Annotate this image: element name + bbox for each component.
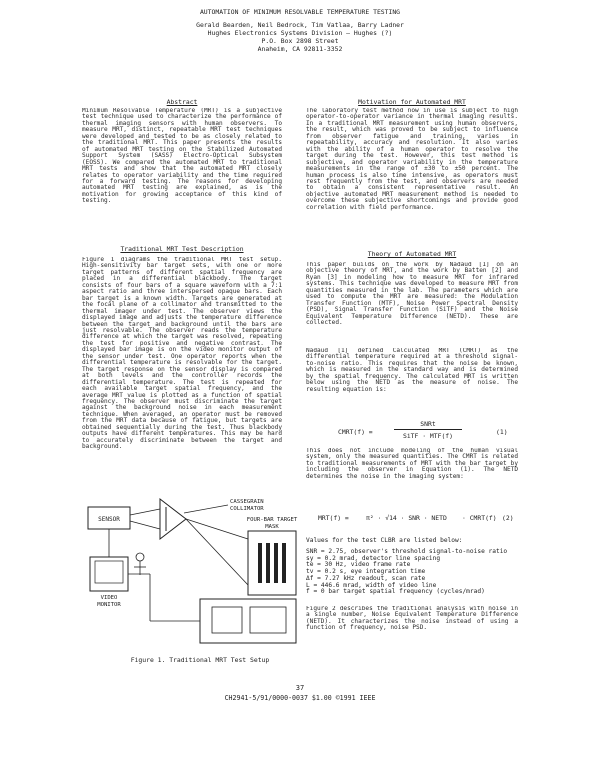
collimator-label-2: COLLIMATOR (230, 506, 264, 512)
monitor-label-2: MONITOR (97, 602, 121, 608)
page-number: 37 (295, 684, 305, 692)
abstract-heading: Abstract (166, 98, 198, 106)
theory-paragraph-2: Nadaud [1] defined Calculated MRT (CMRT) as the differential temperature required at a threshold signal-to-noise ratio. This requires that the noise be known, which is measured in the standard way and is determined by the spatial frequency. The calculated MRT is written below using the NETD as the measure of noise. The resulting equation is: (306, 348, 518, 393)
authors: Gerald Bearden, Neil Bedrock, Tim Vatlaa, Barry Ladner (196, 21, 404, 29)
motivation-text: The laboratory test method now in use is subject to high operator-to-operator variance in thermal imaging results. In a traditional MRT measurement using human observers, the result, which was proved to be subject to influence from observer fatigue and training, varies in repeatability, accuracy and resolution. It also varies with the ability of a human operator to resolve the target during the test. However, this test method is subjective, and operator variability in the temperature measurements in the range of ±30 to ±50 percent. The human process is also time intensive, as operators must rest frequently from the test, and observers are needed to obtain a consistent representative result. An objective automated MRT measurement method is needed to overcome these subjective shortcomings and provide good correlation with field performance. (306, 108, 518, 211)
theory-paragraph-4: Figure 2 describes the traditional analysis with noise in a single number, Noise Equivalent Temperature Difference (NETD). It characterizes the noise instead of using a function of frequency, noise PSD. (306, 606, 518, 632)
equation-1-lhs: CMRT(f) = (338, 428, 373, 436)
equation-2-rhs: · CMRT(f) (462, 514, 497, 522)
target-label-1: FOUR-BAR TARGET (246, 517, 298, 523)
equation-2-tag: (2) (502, 514, 514, 522)
value-item: L = 446.6 mrad, width of video line (306, 581, 437, 589)
equation-2-lhs: MRT(f) = (318, 514, 349, 522)
theory-heading: Theory of Automated MRT (367, 250, 457, 258)
equation-1-tag: (1) (496, 428, 508, 436)
equation-1-denominator: SiTF · MTF(f) (402, 432, 454, 440)
motivation-heading: Motivation for Automated MRT (358, 98, 466, 106)
address-line-1: P.O. Box 2898 Street (261, 37, 339, 45)
value-item: SNR = 2.75, observer's threshold signal-to-noise ratio (306, 548, 508, 555)
target-label-2: MASK (265, 524, 279, 530)
traditional-text: Figure 1 diagrams the traditional MRT test setup. High-sensitivity bar target sets, with one or more target patterns of different spatial frequency are placed in a differential blackbody. The target consists of four bars of a square waveform with a 7:1 aspect ratio and three interspersed opaque bars. Each bar target is a known width. Targets are generated at the focal plane of a collimator and transmitted to the thermal imager under test. The observer views the displayed image and adjusts the temperature difference between the target and background until the bars are just resolvable. The observer reads the temperature difference at which the target was resolved, repeating the test for positive and negative contrast. The displayed bar image is on the video monitor output of the sensor under test. One operator reports when the differential temperature is resolvable for the target. The target response on the sensor display is compared at both levels and the controller records the differential temperature. The test is repeated for each available target spatial frequency, and the average MRT value is plotted as a function of spatial frequency. The observer must discriminate the target against the background noise in each measurement technique. When averaged, an operator must be removed from the MRT data because of fatigue, but targets are obtained sequentially during the test. Thus blackbody outputs have different temperatures. This may be hard to accurately discriminate between the target and background. (82, 257, 282, 451)
value-item: sy = 0.2 mrad, detector line spacing (306, 554, 441, 562)
figure-1-diagram (80, 495, 320, 660)
collimator-shape (160, 499, 186, 539)
copyright-code: CH2941-5/91/0000-0037 $1.00 ©1991 IEEE (224, 694, 376, 702)
value-item: Δf = 7.27 kHz readout, scan rate (306, 574, 426, 582)
equation-1-fraction-bar (394, 429, 462, 430)
collimator-label-1: CASSEGRAIN (230, 499, 264, 505)
organization: Hughes Electronics Systems Division – Hughes (?) (207, 29, 393, 37)
sensor-label: SENSOR (98, 516, 120, 523)
theory-paragraph-1: This paper builds on the work by Nadaud [1] on an objective theory of MRT, and the work by Batten [2] and Ryan [3] in modeling how to measure MRT for infrared systems. This technique was developed to measure MRT from quantities measured in the lab. The parameters which are used to compute the MRT are measured: the Modulation Transfer Function (MTF), Noise Power Spectral Density (PSD), Signal Transfer Function (SiTF) and the Noise Equivalent Temperature Difference (NETD). These are collected. (306, 262, 518, 327)
values-list (306, 549, 518, 596)
value-item: te = 30 Hz, video frame rate (306, 561, 411, 569)
traditional-heading: Traditional MRT Test Description (120, 245, 244, 253)
value-item: f = 0 bar target spatial frequency (cycles/mrad) (306, 588, 485, 596)
equation-1-numerator: SNRt (420, 420, 436, 428)
figure-1-caption: Figure 1. Traditional MRT Test Setup (130, 656, 270, 664)
observer-icon (136, 553, 144, 561)
theory-paragraph-3: This does not include modeling of the human visual system, only the measured quantities. The CMRT is related to traditional measurements of MRT with the bar target by including the observer in Equation (1). The NETD determines the noise in the imaging system: (306, 448, 518, 480)
equation-2-middle: π² · √14 · SNR · NETD (366, 514, 447, 522)
paper-title: AUTOMATION OF MINIMUM RESOLVABLE TEMPERATURE TESTING (199, 8, 401, 16)
abstract-text: Minimum Resolvable Temperature (MRT) is a subjective test technique used to characterize the performance of thermal imaging sensors with human observers. To measure MRT, distinct, repeatable MRT test techniques were developed and tested to be as closely related to the traditional MRT. This paper presents the results of automated MRT testing on the Stabilized Automated Support System (SASS) Electro-Optical Subsystem (EOSS). We compared the automated MRT to traditional MRT tests and show that the automated MRT closely relates to operator variability and the time required for a forward testing. The reasons for developing automated MRT testing are explained, as is the motivation for growing acceptance of this kind of testing. (82, 108, 282, 205)
address-line-2: Anaheim, CA 92811-3352 (257, 45, 343, 53)
monitor-label-1: VIDEO (100, 595, 118, 601)
four-bar-target-box (248, 531, 296, 595)
values-intro: Values for the test CLBR are listed below: (306, 537, 463, 544)
value-item: tv = 0.2 s, eye integration time (306, 568, 426, 576)
